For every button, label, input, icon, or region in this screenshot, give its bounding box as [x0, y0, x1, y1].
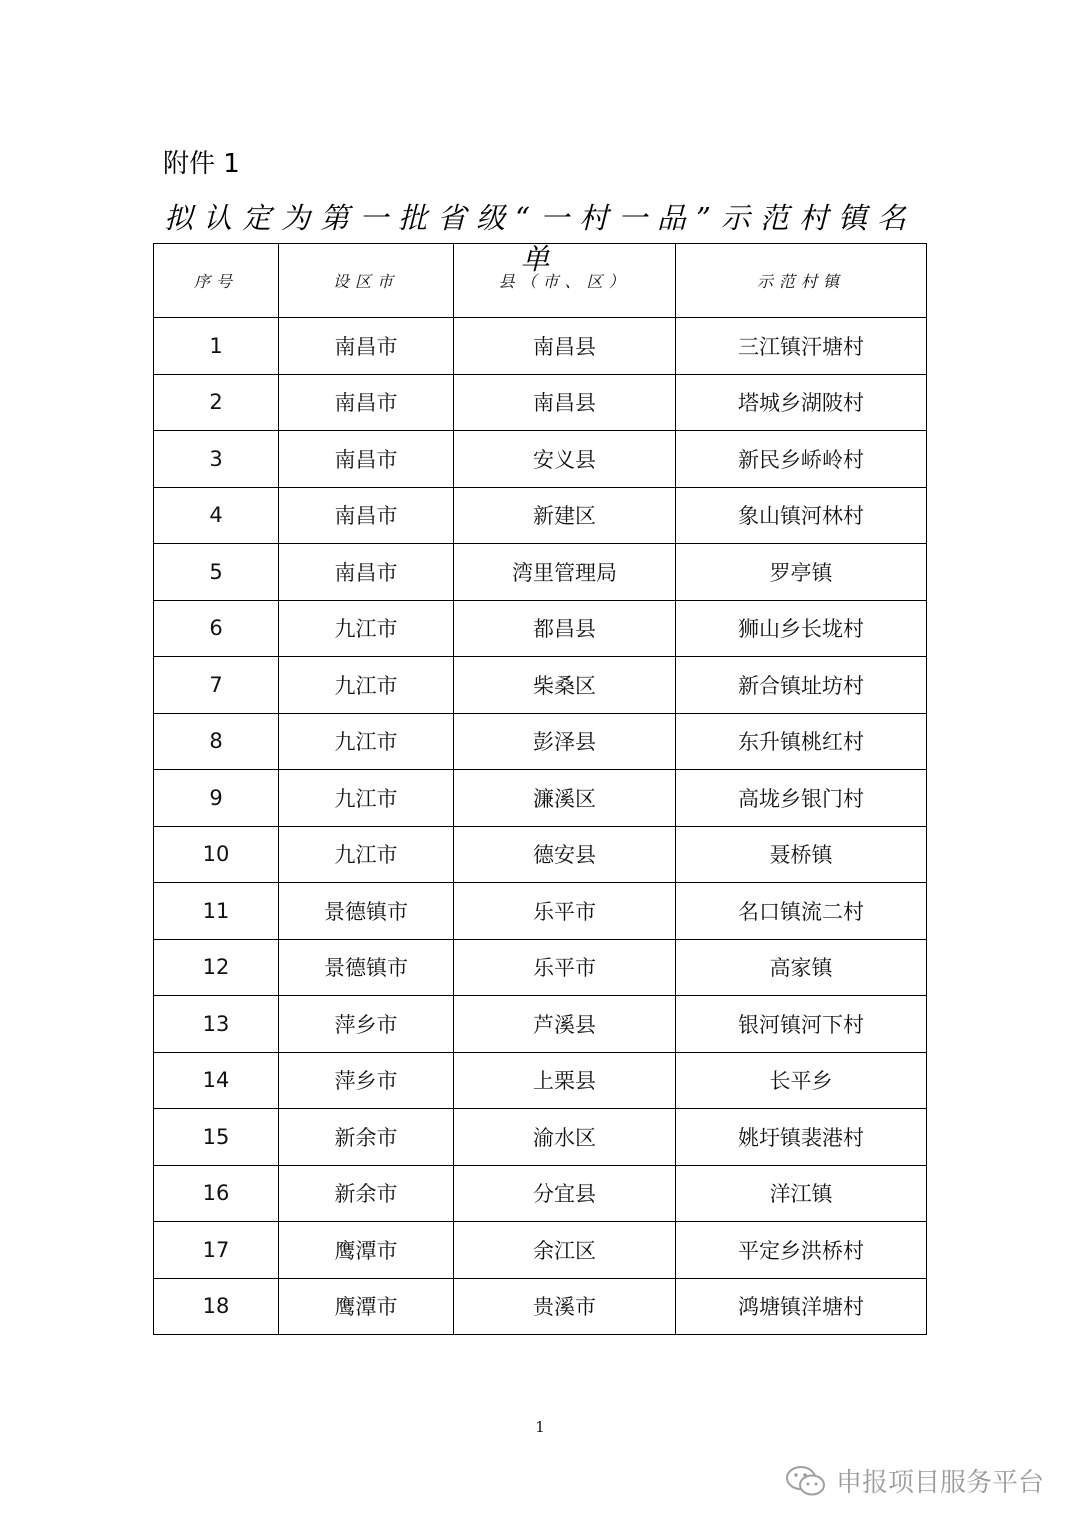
cell-city: 九江市: [279, 826, 454, 883]
cell-village: 长平乡: [676, 1052, 927, 1109]
cell-county: 安义县: [454, 431, 676, 488]
cell-village: 高家镇: [676, 939, 927, 996]
cell-city: 九江市: [279, 657, 454, 714]
cell-serial: 12: [154, 939, 279, 996]
cell-county: 南昌县: [454, 374, 676, 431]
table-row: [154, 770, 927, 827]
table-row: [154, 826, 927, 883]
cell-city: 景德镇市: [279, 883, 454, 940]
cell-serial: 6: [154, 600, 279, 657]
table-row: [154, 1052, 927, 1109]
table-row: [154, 431, 927, 488]
cell-county: 乐平市: [454, 883, 676, 940]
cell-city: 萍乡市: [279, 996, 454, 1053]
watermark-text: 申报项目服务平台: [835, 1468, 1044, 1498]
cell-serial: 4: [154, 487, 279, 544]
table-row: [154, 939, 927, 996]
cell-village: 新民乡峤岭村: [676, 431, 927, 488]
header-city: 设区市: [279, 244, 454, 318]
cell-county: 分宜县: [454, 1165, 676, 1222]
table-row: [154, 487, 927, 544]
cell-county: 彭泽县: [454, 713, 676, 770]
cell-serial: 10: [154, 826, 279, 883]
cell-serial: 14: [154, 1052, 279, 1109]
cell-village: 平定乡洪桥村: [676, 1222, 927, 1279]
cell-city: 南昌市: [279, 431, 454, 488]
cell-county: 乐平市: [454, 939, 676, 996]
table-row: [154, 1109, 927, 1166]
cell-county: 柴桑区: [454, 657, 676, 714]
table-row: [154, 544, 927, 601]
cell-serial: 11: [154, 883, 279, 940]
table-row: [154, 883, 927, 940]
cell-county: 余江区: [454, 1222, 676, 1279]
cell-serial: 9: [154, 770, 279, 827]
cell-county: 德安县: [454, 826, 676, 883]
table-row: [154, 713, 927, 770]
cell-village: 新合镇址坊村: [676, 657, 927, 714]
header-county: 县（市、区）: [454, 244, 676, 318]
cell-county: 湾里管理局: [454, 544, 676, 601]
cell-city: 九江市: [279, 713, 454, 770]
cell-village: 姚圩镇裴港村: [676, 1109, 927, 1166]
cell-village: 东升镇桃红村: [676, 713, 927, 770]
header-village: 示范村镇: [676, 244, 927, 318]
cell-city: 新余市: [279, 1165, 454, 1222]
cell-county: 濂溪区: [454, 770, 676, 827]
cell-village: 鸿塘镇洋塘村: [676, 1278, 927, 1335]
cell-serial: 15: [154, 1109, 279, 1166]
cell-village: 名口镇流二村: [676, 883, 927, 940]
cell-county: 新建区: [454, 487, 676, 544]
cell-village: 狮山乡长垅村: [676, 600, 927, 657]
cell-village: 高垅乡银门村: [676, 770, 927, 827]
wechat-icon: [784, 1464, 828, 1498]
cell-city: 九江市: [279, 600, 454, 657]
watermark: [784, 1462, 1044, 1499]
cell-city: 景德镇市: [279, 939, 454, 996]
table-row: [154, 318, 927, 375]
table-header-row: [154, 244, 927, 318]
cell-county: 芦溪县: [454, 996, 676, 1053]
cell-city: 南昌市: [279, 318, 454, 375]
header-serial: 序号: [154, 244, 279, 318]
cell-city: 鹰潭市: [279, 1278, 454, 1335]
cell-county: 都昌县: [454, 600, 676, 657]
cell-county: 南昌县: [454, 318, 676, 375]
cell-county: 贵溪市: [454, 1278, 676, 1335]
cell-serial: 1: [154, 318, 279, 375]
cell-city: 萍乡市: [279, 1052, 454, 1109]
table-row: [154, 657, 927, 714]
attachment-label: 附件 1: [163, 149, 240, 179]
cell-serial: 16: [154, 1165, 279, 1222]
cell-county: 上栗县: [454, 1052, 676, 1109]
table-row: [154, 1165, 927, 1222]
table-row: [154, 1222, 927, 1279]
cell-village: 罗亭镇: [676, 544, 927, 601]
cell-village: 洋江镇: [676, 1165, 927, 1222]
village-list-table: [153, 243, 927, 1335]
page-number: 1: [535, 1418, 545, 1436]
cell-village: 银河镇河下村: [676, 996, 927, 1053]
cell-serial: 7: [154, 657, 279, 714]
cell-serial: 3: [154, 431, 279, 488]
cell-serial: 18: [154, 1278, 279, 1335]
table-row: [154, 1278, 927, 1335]
table-row: [154, 600, 927, 657]
table-row: [154, 374, 927, 431]
cell-serial: 17: [154, 1222, 279, 1279]
cell-serial: 5: [154, 544, 279, 601]
cell-serial: 2: [154, 374, 279, 431]
cell-city: 新余市: [279, 1109, 454, 1166]
document-title: 拟认定为第一批省级“一村一品”示范村镇名单: [164, 201, 916, 276]
cell-city: 九江市: [279, 770, 454, 827]
cell-city: 南昌市: [279, 374, 454, 431]
cell-village: 塔城乡湖陂村: [676, 374, 927, 431]
cell-city: 南昌市: [279, 544, 454, 601]
cell-county: 渝水区: [454, 1109, 676, 1166]
cell-village: 象山镇河林村: [676, 487, 927, 544]
cell-serial: 8: [154, 713, 279, 770]
cell-village: 三江镇汗塘村: [676, 318, 927, 375]
cell-city: 鹰潭市: [279, 1222, 454, 1279]
table-row: [154, 996, 927, 1053]
cell-city: 南昌市: [279, 487, 454, 544]
cell-serial: 13: [154, 996, 279, 1053]
cell-village: 聂桥镇: [676, 826, 927, 883]
